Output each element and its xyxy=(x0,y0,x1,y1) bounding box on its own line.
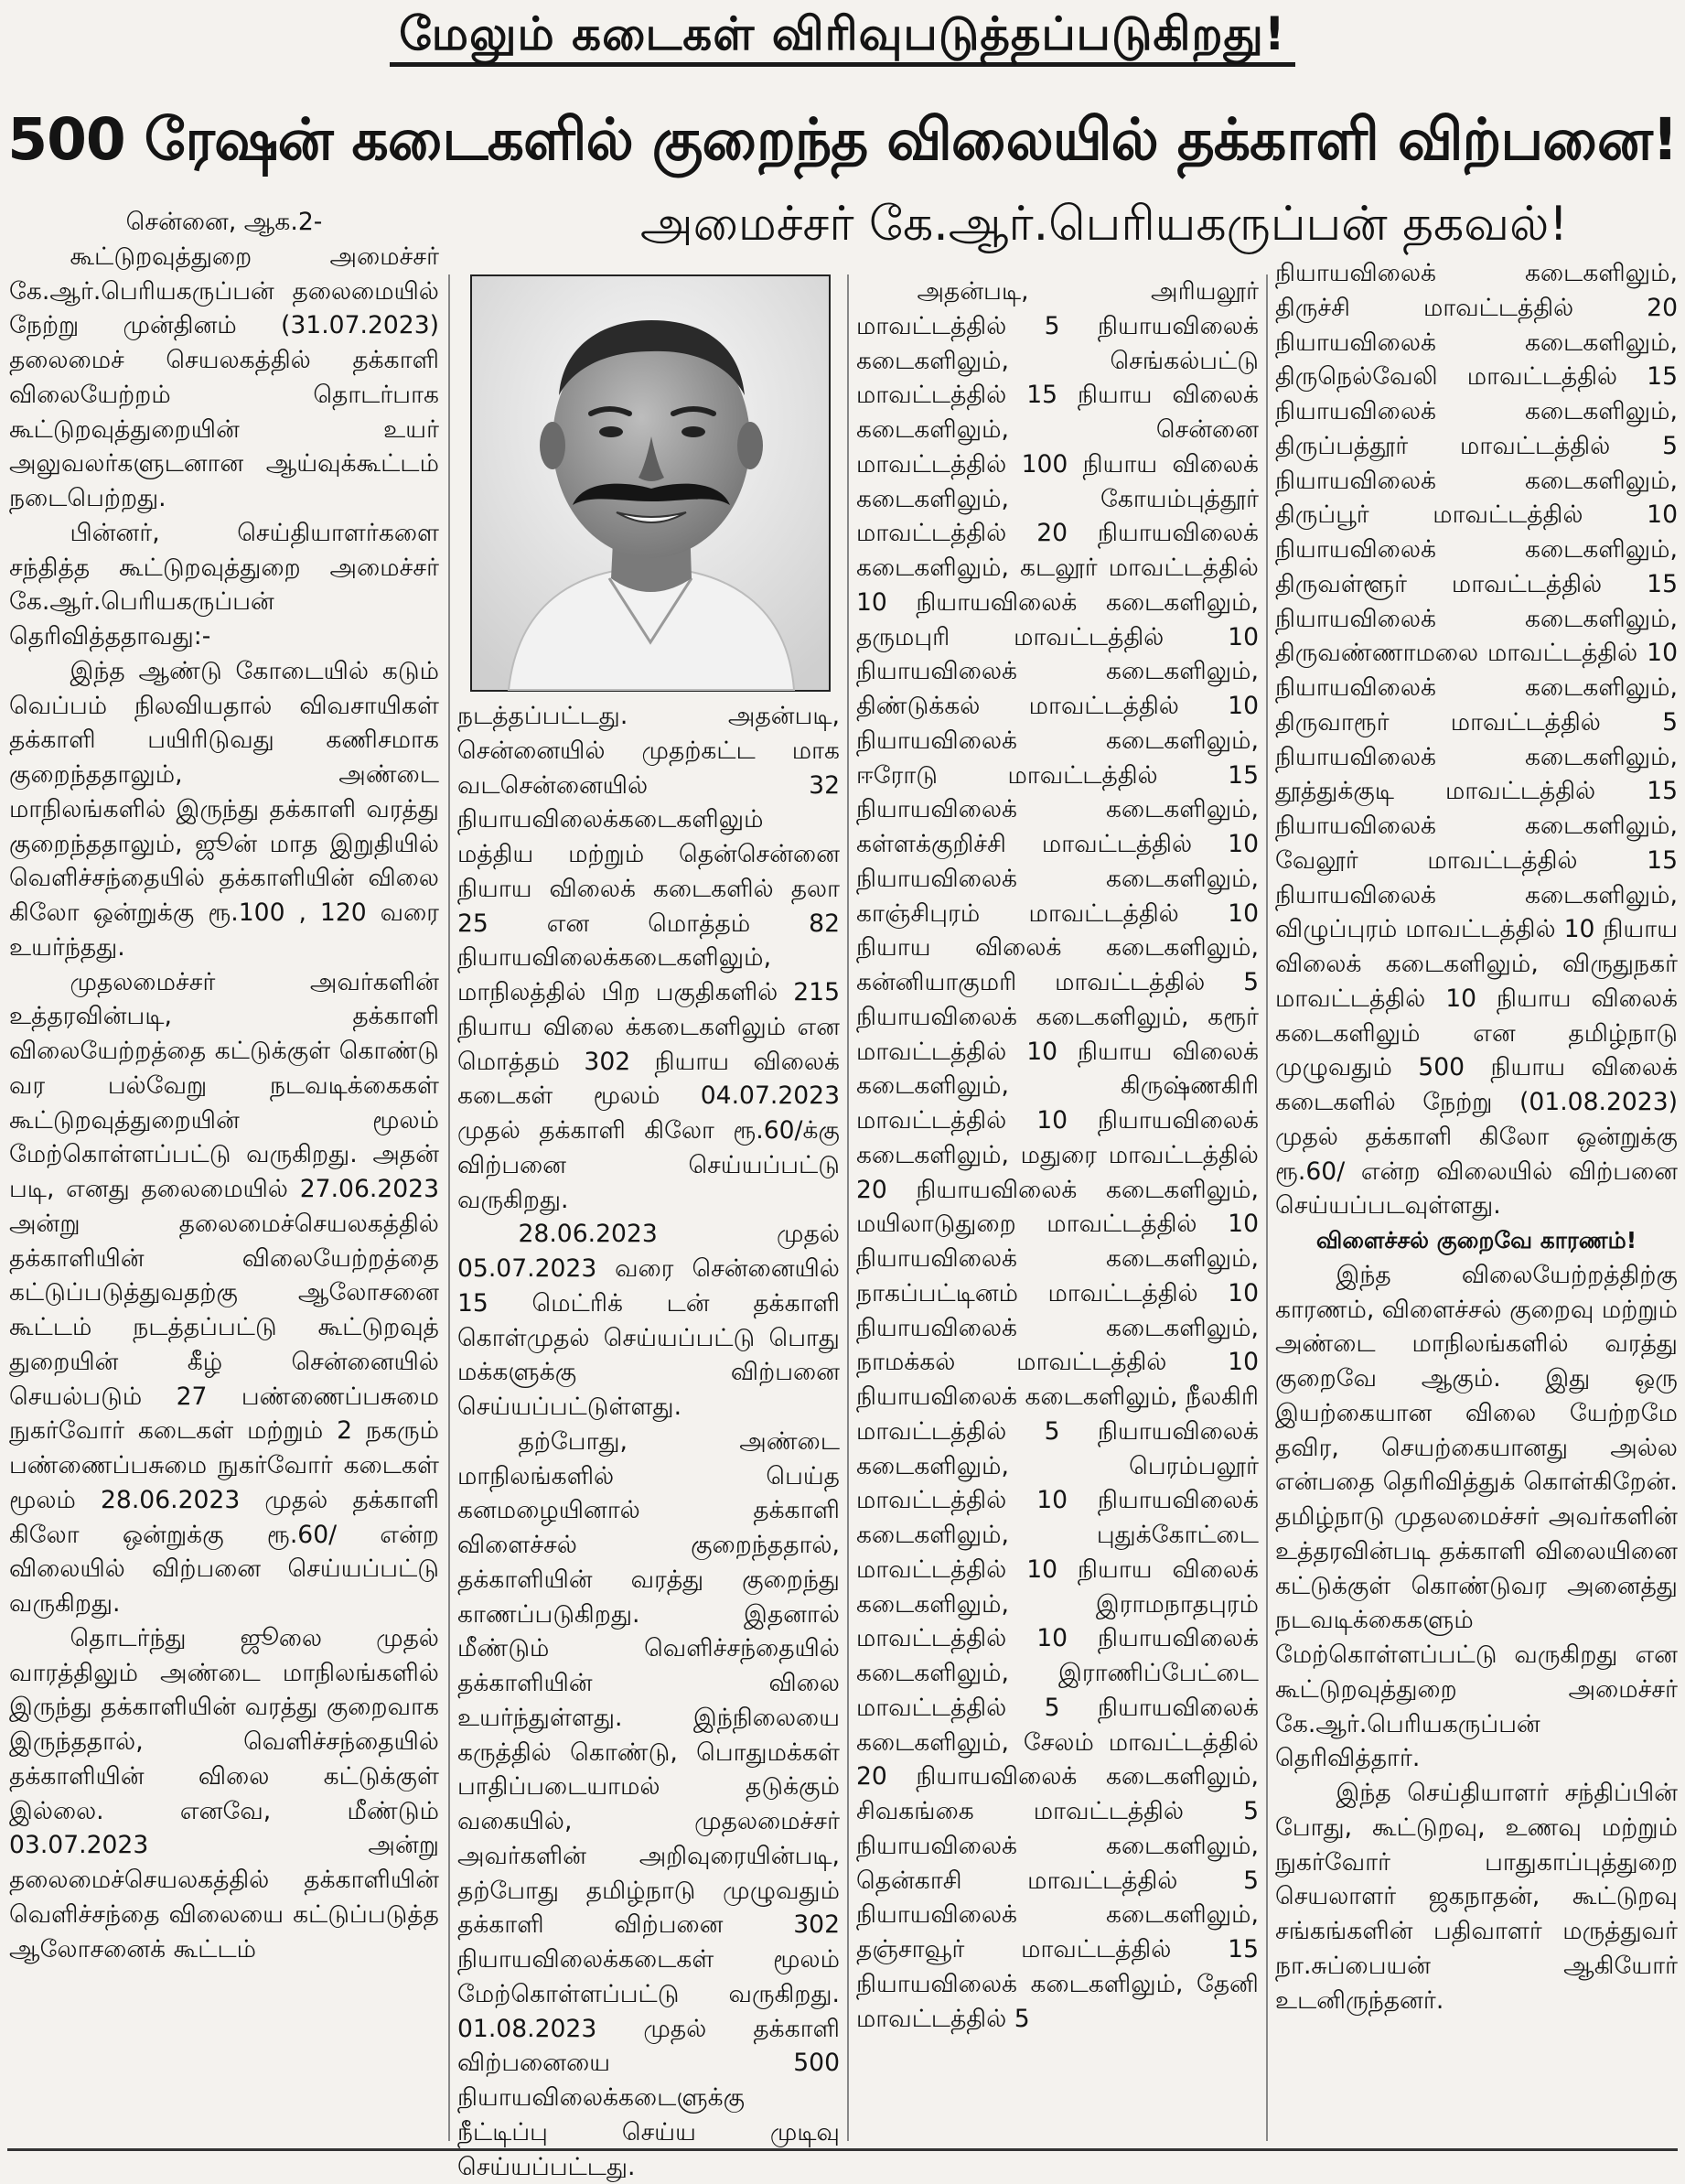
column-divider xyxy=(448,274,450,2141)
paragraph: இந்த செய்தியாளர் சந்திப்பின் போது, கூட்டுறவு, உணவு மற்றும் நுகர்வோர் பாதுகாப்புத்துறை செயலாளர் ஜகநாதன், கூட்டுறவு சங்கங்களின் பதிவாளர் மருத்துவர் நா.சுப்பையன் ஆகியோர் உடனிருந்தனர். xyxy=(1275,1779,1678,2015)
column-divider xyxy=(1266,274,1268,2141)
column-1 xyxy=(9,205,439,2143)
section-subheading: விளைச்சல் குறைவே காரணம்! xyxy=(1315,1227,1637,1253)
paragraph: நடத்தப்பட்டது. அதன்படி, சென்னையில் முதற்கட்ட மாக வடசென்னையில் 32 நியாயவிலைக்கடைகளிலும் மத்திய மற்றும் தென்சென்னை நியாய விலைக் கடைகளில் தலா 25 என மொத்தம் 82 நியாயவிலைக்கடைகளிலும், மாநிலத்தில் பிற பகுதிகளில் 215 நியாய விலை க்கடைகளிலும் என மொத்தம் 302 நியாய விலைக் கடைகள் மூலம் 04.07.2023 முதல் தக்காளி கிலோ ரூ.60/க்கு விற்பனை செய்யப்பட்டு வருகிறது. xyxy=(457,702,840,1214)
column-2 xyxy=(457,699,840,2181)
headline: 500 ரேஷன் கடைகளில் குறைந்த விலையில் தக்காளி விற்பனை! xyxy=(7,106,1678,173)
portrait-image xyxy=(472,276,829,690)
dateline: சென்னை, ஆக.2- xyxy=(125,208,323,236)
column-3 xyxy=(856,274,1259,2143)
kicker-banner xyxy=(0,7,1685,67)
column-4 xyxy=(1275,256,1678,2143)
bottom-rule xyxy=(7,2148,1678,2151)
paragraph: இந்த விலையேற்றத்திற்கு காரணம், விளைச்சல் குறைவு மற்றும் அண்டை மாநிலங்களில் வரத்து குறைவே ஆகும். இது ஒரு இயற்கையான விலை யேற்றமே தவிர, செயற்கையானது அல்ல என்பதை தெரிவித்துக் கொள்கிறேன். தமிழ்நாடு முதலமைச்சர் அவர்களின் உத்தரவின்படி தக்காளி விலையினை கட்டுக்குள் கொண்டுவர அனைத்து நடவடிக்கைகளும் மேற்கொள்ளப்பட்டு வருகிறது என கூட்டுறவுத்துறை அமைச்சர் கே.ஆர்.பெரியகருப்பன் தெரிவித்தார். xyxy=(1275,1260,1678,1773)
paragraph: தொடர்ந்து ஜூலை முதல் வாரத்திலும் அண்டை மாநிலங்களில் இருந்து தக்காளியின் வரத்து குறைவாக இருந்ததால், வெளிச்சந்தையில் தக்காளியின் விலை கட்டுக்குள் இல்லை. எனவே, மீண்டும் 03.07.2023 அன்று தலைமைச்செயலகத்தில் தக்காளியின் வெளிச்சந்தை விலையை கட்டுப்படுத்த ஆலோசனைக் கூட்டம் xyxy=(9,1623,439,1963)
minister-photo xyxy=(470,274,831,692)
paragraph: நியாயவிலைக் கடைகளிலும், திருச்சி மாவட்டத்தில் 20 நியாயவிலைக் கடைகளிலும், திருநெல்வேலி மாவட்டத்தில் 15 நியாயவிலைக் கடைகளிலும், திருப்பத்தூர் மாவட்டத்தில் 5 நியாயவிலைக் கடைகளிலும், திருப்பூர் மாவட்டத்தில் 10 நியாயவிலைக் கடைகளிலும், திருவள்ளூர் மாவட்டத்தில் 15 நியாயவிலைக் கடைகளிலும், திருவண்ணாமலை மாவட்டத்தில் 10 நியாயவிலைக் கடைகளிலும், திருவாரூர் மாவட்டத்தில் 5 நியாயவிலைக் கடைகளிலும், தூத்துக்குடி மாவட்டத்தில் 15 நியாயவிலைக் கடைகளிலும், வேலூர் மாவட்டத்தில் 15 நியாயவிலைக் கடைகளிலும், விழுப்புரம் மாவட்டத்தில் 10 நியாய விலைக் கடைகளிலும், விருதுநகர் மாவட்டத்தில் 10 நியாய விலைக் கடைகளிலும் என தமிழ்நாடு முழுவதும் 500 நியாய விலைக் கடைகளில் நேற்று (01.08.2023) முதல் தக்காளி கிலோ ஒன்றுக்கு ரூ.60/ என்ற விலையில் விற்பனை செய்யப்படவுள்ளது. xyxy=(1275,259,1678,1221)
column-divider xyxy=(847,274,849,2141)
paragraph: கூட்டுறவுத்துறை அமைச்சர் கே.ஆர்.பெரியகருப்பன் தலைமையில் நேற்று முன்தினம் (31.07.2023) தலைமைச் செயலகத்தில் தக்காளி விலையேற்றம் தொடர்பாக கூட்டுறவுத்துறையின் உயர் அலுவலர்களுடனான ஆய்வுக்கூட்டம் நடைபெற்றது. xyxy=(9,242,439,512)
kicker-text: மேலும் கடைகள் விரிவுபடுத்தப்படுகிறது! xyxy=(390,7,1294,67)
paragraph: அதன்படி, அரியலூர் மாவட்டத்தில் 5 நியாயவிலைக் கடைகளிலும், செங்கல்பட்டு மாவட்டத்தில் 15 நியாய விலைக் கடைகளிலும், சென்னை மாவட்டத்தில் 100 நியாய விலைக் கடைகளிலும், கோயம்புத்தூர் மாவட்டத்தில் 20 நியாயவிலைக் கடைகளிலும், கடலூர் மாவட்டத்தில் 10 நியாயவிலைக் கடைகளிலும், தருமபுரி மாவட்டத்தில் 10 நியாயவிலைக் கடைகளிலும், திண்டுக்கல் மாவட்டத்தில் 10 நியாயவிலைக் கடைகளிலும், ஈரோடு மாவட்டத்தில் 15 நியாயவிலைக் கடைகளிலும், கள்ளக்குறிச்சி மாவட்டத்தில் 10 நியாயவிலைக் கடைகளிலும், காஞ்சிபுரம் மாவட்டத்தில் 10 நியாய விலைக் கடைகளிலும், கன்னியாகுமரி மாவட்டத்தில் 5 நியாயவிலைக் கடைகளிலும், கரூர் மாவட்டத்தில் 10 நியாய விலைக் கடைகளிலும், கிருஷ்ணகிரி மாவட்டத்தில் 10 நியாயவிலைக் கடைகளிலும், மதுரை மாவட்டத்தில் 20 நியாயவிலைக் கடைகளிலும், மயிலாடுதுறை மாவட்டத்தில் 10 நியாயவிலைக் கடைகளிலும், நாகப்பட்டினம் மாவட்டத்தில் 10 நியாயவிலைக் கடைகளிலும், நாமக்கல் மாவட்டத்தில் 10 நியாயவிலைக் கடைகளிலும், நீலகிரி மாவட்டத்தில் 5 நியாயவிலைக் கடைகளிலும், பெரம்பலூர் மாவட்டத்தில் 10 நியாயவிலைக் கடைகளிலும், புதுக்கோட்டை மாவட்டத்தில் 10 நியாய விலைக் கடைகளிலும், இராமநாதபுரம் மாவட்டத்தில் 10 நியாயவிலைக் கடைகளிலும், இராணிப்பேட்டை மாவட்டத்தில் 5 நியாயவிலைக் கடைகளிலும், சேலம் மாவட்டத்தில் 20 நியாயவிலைக் கடைகளிலும், சிவகங்கை மாவட்டத்தில் 5 நியாயவிலைக் கடைகளிலும், தென்காசி மாவட்டத்தில் 5 நியாயவிலைக் கடைகளிலும், தஞ்சாவூர் மாவட்டத்தில் 15 நியாயவிலைக் கடைகளிலும், தேனி மாவட்டத்தில் 5 xyxy=(856,277,1259,2033)
paragraph: 28.06.2023 முதல் 05.07.2023 வரை சென்னையில் 15 மெட்ரிக் டன் தக்காளி கொள்முதல் செய்யப்பட்டு பொது மக்களுக்கு விற்பனை செய்யப்பட்டுள்ளது. xyxy=(457,1220,840,1421)
paragraph: முதலமைச்சர் அவர்களின் உத்தரவின்படி, தக்காளி விலையேற்றத்தை கட்டுக்குள் கொண்டு வர பல்வேறு நடவடிக்கைகள் கூட்டுறவுத்துறையின் மூலம் மேற்கொள்ளப்பட்டு வருகிறது. அதன் படி, எனது தலைமையில் 27.06.2023 அன்று தலைமைச்செயலகத்தில் தக்காளியின் விலையேற்றத்தை கட்டுப்படுத்துவதற்கு ஆலோசனை கூட்டம் நடத்தப்பட்டு கூட்டுறவுத் துறையின் கீழ் சென்னையில் செயல்படும் 27 பண்ணைப்பசுமை நுகர்வோர் கடைகள் மற்றும் 2 நகரும் பண்ணைப்பசுமை நுகர்வோர் கடைகள் மூலம் 28.06.2023 முதல் தக்காளி கிலோ ஒன்றுக்கு ரூ.60/ என்ற விலையில் விற்பனை செய்யப்பட்டு வருகிறது. xyxy=(9,967,439,1618)
paragraph: தற்போது, அண்டை மாநிலங்களில் பெய்த கனமழையினால் தக்காளி விளைச்சல் குறைந்ததால், தக்காளியின் வரத்து குறைந்து காணப்படுகிறது. இதனால் மீண்டும் வெளிச்சந்தையில் தக்காளியின் விலை உயர்ந்துள்ளது. இந்நிலையை கருத்தில் கொண்டு, பொதுமக்கள் பாதிப்படையாமல் தடுக்கும் வகையில், முதலமைச்சர் அவர்களின் அறிவுரையின்படி, தற்போது தமிழ்நாடு முழுவதும் தக்காளி விற்பனை 302 நியாயவிலைக்கடைகள் மூலம் மேற்கொள்ளப்பட்டு வருகிறது. 01.08.2023 முதல் தக்காளி விற்பனையை 500 நியாயவிலைக்கடைளுக்கு நீட்டிப்பு செய்ய முடிவு செய்யப்பட்டது. xyxy=(457,1426,840,2181)
paragraph: இந்த ஆண்டு கோடையில் கடும் வெப்பம் நிலவியதால் விவசாயிகள் தக்காளி பயிரிடுவது கணிசமாக குறைந்ததாலும், அண்டை மாநிலங்களில் இருந்து தக்காளி வரத்து குறைந்ததாலும், ஜூன் மாத இறுதியில் வெளிச்சந்தையில் தக்காளியின் விலை கிலோ ஒன்றுக்கு ரூ.100 , 120 வரை உயர்ந்தது. xyxy=(9,656,439,962)
subheadline: அமைச்சர் கே.ஆர்.பெரியகருப்பன் தகவல்! xyxy=(639,197,1569,252)
paragraph: பின்னர், செய்தியாளர்களை சந்தித்த கூட்டுறவுத்துறை அமைச்சர் கே.ஆர்.பெரியகருப்பன் தெரிவித்ததாவது:- xyxy=(9,518,439,651)
